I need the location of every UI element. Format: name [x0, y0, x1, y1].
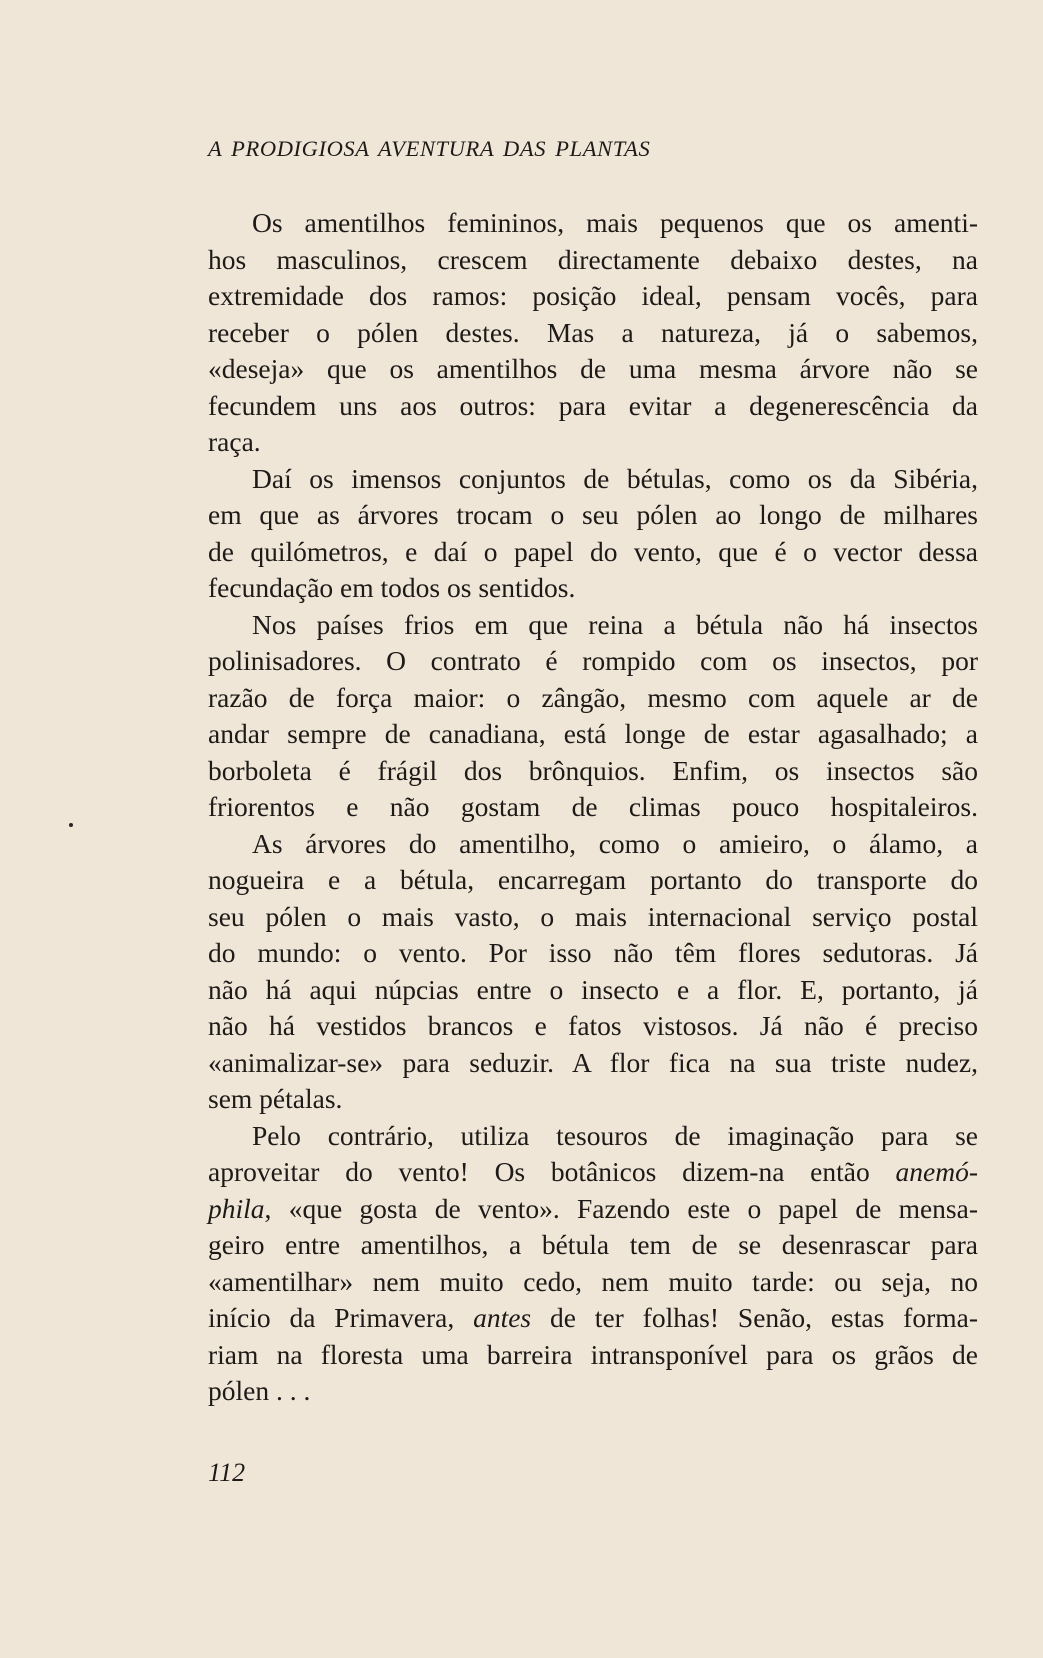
italic-term: anemó-	[895, 1156, 978, 1187]
paper-speck	[69, 823, 73, 827]
text-line: polinisadores. O contrato é rompido com os insectos, por	[208, 645, 978, 676]
text-line: nogueira e a bétula, encarregam portanto do transporte do	[208, 864, 978, 895]
text-line: extremidade dos ramos: posição ideal, pensam vocês, para	[208, 280, 978, 311]
text-line	[208, 1300, 978, 1337]
text-line: geiro entre amentilhos, a bétula tem de se desenrascar para	[208, 1229, 978, 1260]
text-line: fecundem uns aos outros: para evitar a degenerescência da	[208, 389, 978, 421]
text-line: Daí os imensos conjuntos de bétulas, como os da Sibéria,	[252, 462, 978, 494]
text-line: do mundo: o vento. Por isso não têm flores sedutoras. Já	[208, 937, 978, 968]
running-head: A PRODIGIOSA AVENTURA DAS PLANTAS	[208, 136, 651, 161]
text-line: «amentilhar» nem muito cedo, nem muito tarde: ou seja, no	[208, 1265, 978, 1297]
text-line: Pelo contrário, utiliza tesouros de imaginação para se	[252, 1119, 978, 1151]
text-line: andar sempre de canadiana, está longe de estar agasalhado; a	[208, 718, 978, 749]
text-line: em que as árvores trocam o seu pólen ao longo de milhares	[208, 499, 978, 530]
text-run: aproveitar do vento! Os botânicos dizem-na então	[208, 1156, 896, 1187]
text-line: borboleta é frágil dos brônquios. Enfim, os insectos são	[208, 754, 978, 786]
text-line: de quilómetros, e daí o papel do vento, que é o vector dessa	[208, 535, 978, 567]
text-line: raça.	[208, 426, 261, 457]
text-line: friorentos e não gostam de climas pouco hospitaleiros.	[208, 791, 978, 822]
text-line: sem pétalas.	[208, 1083, 343, 1114]
text-run: , «que gosta de vento». Fazendo este o papel de mensa-	[264, 1192, 978, 1224]
italic-term: phila	[208, 1192, 265, 1224]
text-line: receber o pólen destes. Mas a natureza, já o sabemos,	[208, 316, 978, 348]
body-text	[208, 205, 978, 1410]
text-line: «animalizar-se» para seduzir. A flor fica na sua triste nudez,	[208, 1046, 978, 1078]
text-line: não há vestidos brancos e fatos vistosos. Já não é preciso	[208, 1010, 978, 1041]
text-line: «deseja» que os amentilhos de uma mesma árvore não se	[208, 353, 978, 384]
text-line	[208, 1191, 978, 1228]
text-line	[208, 1154, 978, 1191]
text-run: início da Primavera,	[208, 1302, 474, 1333]
text-line: riam na floresta uma barreira intransponível para os grãos de	[208, 1338, 978, 1370]
text-line: seu pólen o mais vasto, o mais internacional serviço postal	[208, 900, 978, 932]
text-line: fecundação em todos os sentidos.	[208, 572, 576, 603]
text-line: pólen . . .	[208, 1375, 311, 1406]
text-line: Nos países frios em que reina a bétula não há insectos	[252, 608, 978, 640]
text-line: hos masculinos, crescem directamente debaixo destes, na	[208, 243, 978, 275]
text-line: razão de força maior: o zângão, mesmo com aquele ar de	[208, 681, 978, 713]
text-run: de ter folhas! Senão, estas forma-	[531, 1302, 978, 1333]
text-line: As árvores do amentilho, como o amieiro, o álamo, a	[252, 827, 978, 859]
italic-term: antes	[473, 1302, 532, 1333]
page-number: 112	[208, 1458, 246, 1487]
text-line: não há aqui núpcias entre o insecto e a flor. E, portanto, já	[208, 973, 978, 1005]
text-line: Os amentilhos femininos, mais pequenos que os amenti-	[252, 207, 978, 238]
